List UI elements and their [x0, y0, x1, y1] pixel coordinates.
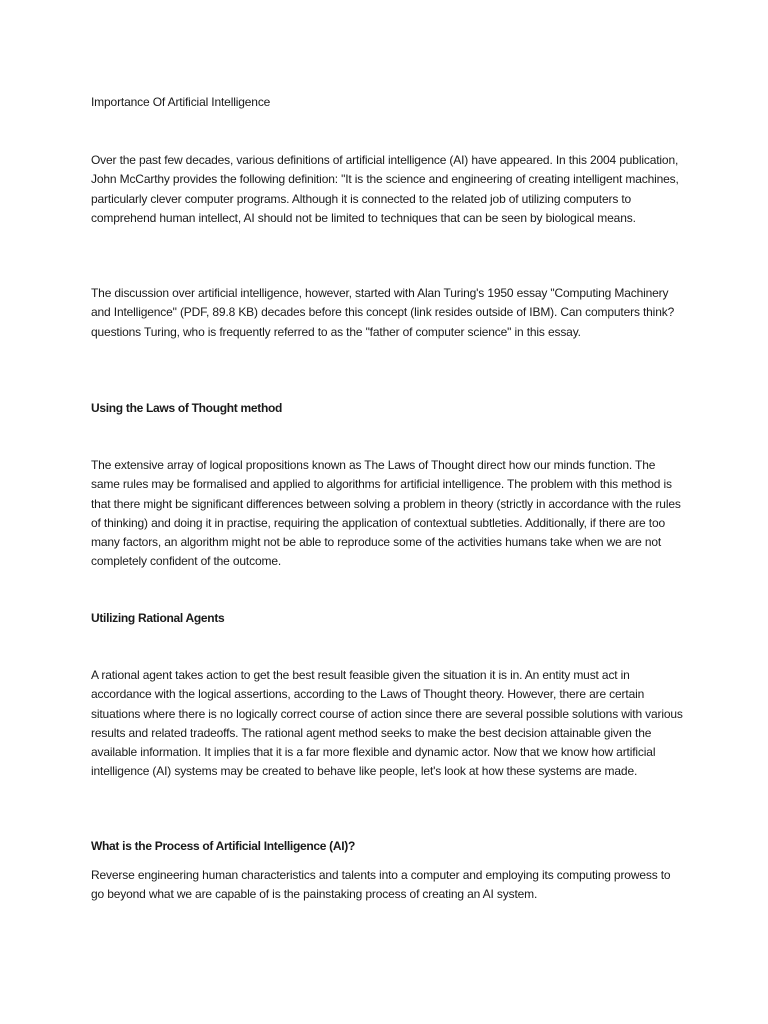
section-paragraph-ai-process: Reverse engineering human characteristics and talents into a computer and employing its computing prowess to go beyond what we are capable of is the painstaking process of creating an AI system.	[91, 868, 671, 902]
section-paragraph-rational-agents: A rational agent takes action to get the best result feasible given the situation it is in. An entity must act in accordance with the logical assertions, according to the Laws of Thought theory. However, there are certain situations where there is no logically correct course of action since there are several possible solutions with various results and related tradeoffs. The rational agent method seeks to make the best decision attainable given the available information. It implies that it is a far more flexible and dynamic actor. Now that we know how artificial intelligence (AI) systems may be created to behave like people, let's look at how these systems are made.	[91, 668, 683, 779]
intro-paragraph-1: Over the past few decades, various definitions of artificial intelligence (AI) have appeared. In this 2004 publication, John McCarthy provides the following definition: "It is the science and engineering of creating intelligent machines, particularly clever computer programs. Although it is connected to the related job of utilizing computers to comprehend human intellect, AI should not be limited to techniques that can be seen by biological means.	[91, 153, 679, 225]
section-heading-laws-of-thought: Using the Laws of Thought method	[91, 401, 283, 415]
section-heading-rational-agents: Utilizing Rational Agents	[91, 611, 225, 625]
section-heading-ai-process: What is the Process of Artificial Intelligence (AI)?	[91, 839, 356, 853]
section-paragraph-laws-of-thought: The extensive array of logical propositions known as The Laws of Thought direct how our minds function. The same rules may be formalised and applied to algorithms for artificial intelligence. The problem with this method is that there might be significant differences between solving a problem in theory (strictly in accordance with the rules of thinking) and doing it in practise, requiring the application of contextual subtleties. Additionally, if there are too many factors, an algorithm might not be able to reproduce some of the activities humans take when we are not completely confident of the outcome.	[91, 458, 681, 569]
page-title: Importance Of Artificial Intelligence	[91, 95, 271, 109]
intro-paragraph-2: The discussion over artificial intelligence, however, started with Alan Turing's 1950 essay "Computing Machinery and Intelligence" (PDF, 89.8 KB) decades before this concept (link resides outside of IBM). Can computers think? questions Turing, who is frequently referred to as the "father of computer science" in this essay.	[91, 286, 675, 339]
